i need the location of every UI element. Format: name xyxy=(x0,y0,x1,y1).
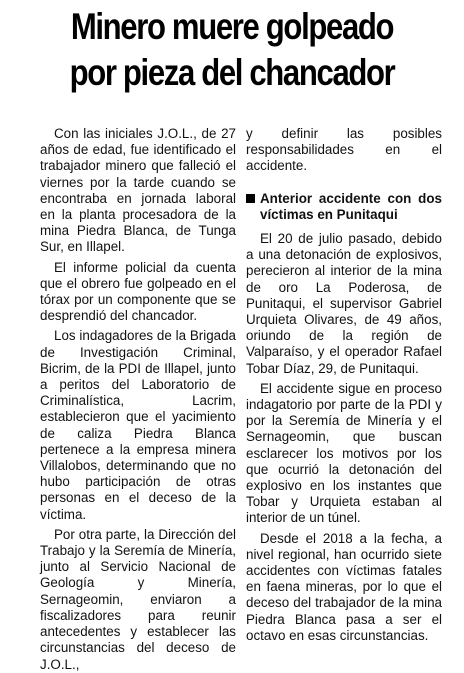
paragraph: El 20 de julio pasado, debido a una detonación de explosivos, perecieron al interior de la mina de oro La Poderosa, de Punitaqui, el supervisor Gabriel Urquieta Olivares, de 49 años, oriundo de la región de Valparaíso, y el operador Rafael Tobar Díaz, 29, de Punitaqui. xyxy=(246,231,442,376)
paragraph: Los indagadores de la Brigada de Investigación Criminal, Bicrim, de la PDI de Illapel, junto a peritos del Laboratorio de Criminalística, Lacrim, establecieron que el yacimiento de caliza Piedra Blanca pertenece a la empresa minera Villalobos, determinando que no hubo participación de otras personas en el deceso de la víctima. xyxy=(40,328,236,522)
paragraph-continuation: y definir las posibles responsabilidades en el accidente. xyxy=(246,126,442,174)
paragraph: El informe policial da cuenta que el obrero fue golpeado en el tórax por un componente que se desprendió del chancador. xyxy=(40,259,236,324)
paragraph: Con las iniciales J.O.L., de 27 años de edad, fue identificado el trabajador minero que falleció el viernes por la tarde cuando se encontraba en jornada laboral en la planta procesadora de la mina Piedra Blanca, de Tunga Sur, en Illapel. xyxy=(40,126,236,255)
column-divider xyxy=(241,126,242,596)
paragraph: El accidente sigue en proceso indagatorio por parte de la PDI y por la Seremía de Minería y el Sernageomin, que buscan esclarecer los motivos por los que ocurrió la detonación del explosivo en los instantes que Tobar y Urquieta estaban al interior de un túnel. xyxy=(246,380,442,526)
paragraph: Por otra parte, la Dirección del Trabajo y la Seremía de Minería, junto al Servicio Nacional de Geología y Minería, Sernageomin, enviaron a fiscalizadores para reunir antecedentes y establecer las circunstancias del deceso de J.O.L., xyxy=(40,526,236,672)
left-column xyxy=(40,126,236,673)
headline-line-1: Minero muere golpeado xyxy=(70,6,394,47)
headline xyxy=(37,4,427,96)
headline-line-2: por pieza del chancador xyxy=(69,52,395,93)
right-column xyxy=(246,126,442,644)
bullet-square-icon xyxy=(246,194,255,203)
section-subhead xyxy=(246,191,442,223)
subhead-text: Anterior accidente con dos víctimas en Punitaqui xyxy=(260,190,442,222)
paragraph: Desde el 2018 a la fecha, a nivel regional, han ocurrido siete accidentes con víctimas fatales en faena mineras, por lo que el deceso del trabajador de la mina Piedra Blanca pasa a ser el octavo en esas circunstancias. xyxy=(246,530,442,643)
